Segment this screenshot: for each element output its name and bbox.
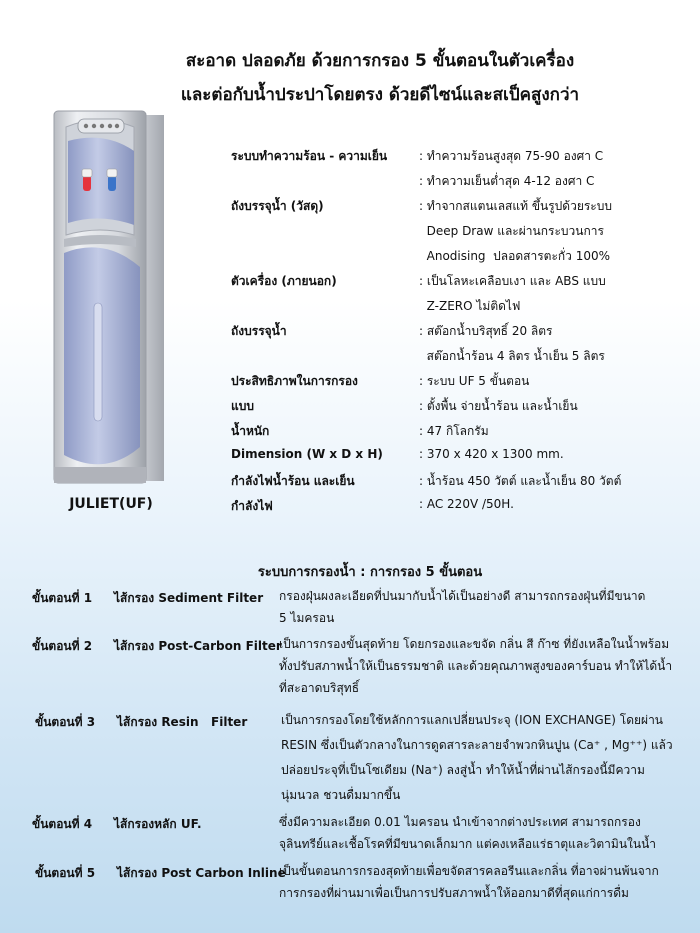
filter-step-description: ที่สะอาดบริสุทธิ์ <box>279 681 360 695</box>
filter-step-name: ไส้กรอง Post Carbon Inline <box>117 866 286 880</box>
spec-value: : 47 กิโลกรัม <box>419 424 489 438</box>
spec-value: Deep Draw และผ่านกระบวนการ <box>419 224 604 238</box>
filter-step-description: ซึ่งมีความละเอียด 0.01 ไมครอน นำเข้าจากต่างประเทศ สามารถกรอง <box>279 815 641 829</box>
water-dispenser-image <box>50 107 168 487</box>
spec-label: กำลังไฟ <box>231 499 273 513</box>
filter-step-label: ขั้นตอนที่ 1 <box>32 591 93 605</box>
filter-section-title: ระบบการกรองน้ำ : การกรอง 5 ขั้นตอน <box>257 565 483 580</box>
headline-line-1: สะอาด ปลอดภัย ด้วยการกรอง 5 ขั้นตอนในตัวเครื่อง <box>185 51 575 71</box>
filter-step-name: ไส้กรองหลัก UF. <box>114 817 202 831</box>
blue-panel <box>68 138 134 225</box>
filter-step-description: นุ่มนวล ชวนดื่มมากขึ้น <box>281 788 401 802</box>
spec-value: : ตั้งพื้น จ่ายน้ำร้อน และน้ำเย็น <box>419 399 578 413</box>
spec-value: : ทำความเย็นต่ำสุด 4-12 องศา C <box>419 174 595 188</box>
spec-label: แบบ <box>231 399 254 413</box>
spec-value: : 370 x 420 x 1300 mm. <box>419 447 564 461</box>
spec-label: น้ำหนัก <box>231 424 270 438</box>
spec-label: ถังบรรจุน้ำ (วัสดุ) <box>231 199 324 213</box>
filter-step-description: 5 ไมครอน <box>279 611 335 625</box>
panel-handle <box>94 303 102 421</box>
filter-step-label: ขั้นตอนที่ 4 <box>32 817 93 831</box>
filter-step-description: RESIN ซึ่งเป็นตัวกลางในการดูดสารละลายจำพวกหินปูน (Ca⁺ , Mg⁺⁺) แล้ว <box>281 738 673 752</box>
filter-step-label: ขั้นตอนที่ 2 <box>32 639 93 653</box>
spec-value: : สต๊อกน้ำบริสุทธิ์ 20 ลิตร <box>419 324 553 338</box>
cold-tap <box>108 175 116 191</box>
filter-step-name: ไส้กรอง Post-Carbon Filter <box>114 639 282 653</box>
filter-step-description: ทั้งปรับสภาพน้ำให้เป็นธรรมชาติ และด้วยคุณภาพสูงของคาร์บอน ทำให้ได้น้ำ <box>279 659 673 673</box>
filter-step-description: จุลินทรีย์และเชื้อโรคที่มีขนาดเล็กมาก แต่คงเหลือแร่ธาตุและวิตามินในน้ำ <box>279 837 657 851</box>
hot-tap <box>83 175 91 191</box>
filter-step-label: ขั้นตอนที่ 3 <box>35 715 96 729</box>
spec-value: Z-ZERO ไม่ติดไฟ <box>419 299 521 313</box>
filter-step-label: ขั้นตอนที่ 5 <box>35 866 96 880</box>
product-model-name: JULIET(UF) <box>69 496 153 512</box>
filter-step-description: เป็นขั้นตอนการกรองสุดท้ายเพื่อขจัดสารคลอรีนและกลิ่น ที่อาจผ่านพ้นจาก <box>279 864 659 878</box>
spec-label: ประสิทธิภาพในการกรอง <box>231 374 358 388</box>
filter-step-description: การกรองที่ผ่านมาเพื่อเป็นการปรับสภาพน้ำให้ออกมาดีที่สุดแก่การดื่ม <box>279 886 629 900</box>
spec-value: : ทำความร้อนสูงสุด 75-90 องศา C <box>419 149 604 163</box>
spec-value: : เป็นโลหะเคลือบเงา และ ABS แบบ <box>419 274 606 288</box>
spec-label: ระบบทำความร้อน - ความเย็น <box>231 149 388 163</box>
filter-step-description: ปล่อยประจุที่เป็นโซเดียม (Na⁺) ลงสู่น้ำ ทำให้น้ำที่ผ่านไส้กรองนี้มีความ <box>281 763 645 777</box>
filter-step-description: เป็นการกรองโดยใช้หลักการแลกเปลี่ยนประจุ (ION EXCHANGE) โดยผ่าน <box>281 713 664 727</box>
spec-label: Dimension (W x D x H) <box>231 447 383 461</box>
spec-value: : ทำจากสแตนเลสแท้ ขึ้นรูปด้วยระบบ <box>419 199 612 213</box>
spec-value: : AC 220V /50H. <box>419 497 514 511</box>
filter-step-description: กรองฝุ่นผงละเอียดที่ปนมากับน้ำได้เป็นอย่างดี สามารถกรองฝุ่นที่มีขนาด <box>279 589 646 603</box>
filter-step-name: ไส้กรอง Sediment Filter <box>114 591 264 605</box>
spec-value: สต๊อกน้ำร้อน 4 ลิตร น้ำเย็น 5 ลิตร <box>419 349 605 363</box>
spec-value: : น้ำร้อน 450 วัตต์ และน้ำเย็น 80 วัตต์ <box>419 474 622 488</box>
filter-step-description: เป็นการกรองขั้นสุดท้าย โดยกรองและขจัด กลิ่น สี ก๊าซ ที่ยังเหลือในน้ำพร้อม <box>279 637 670 651</box>
spec-value: Anodising ปลอดสารตะกั่ว 100% <box>419 249 611 263</box>
spec-label: กำลังไฟน้ำร้อน และเย็น <box>231 474 355 488</box>
spec-label: ถังบรรจุน้ำ <box>231 324 287 338</box>
headline-line-2: และต่อกับน้ำประปาโดยตรง ด้วยดีไซน์และสเป็คสูงกว่า <box>180 85 580 105</box>
spec-label: ตัวเครื่อง (ภายนอก) <box>231 274 337 288</box>
filter-step-name: ไส้กรอง Resin Filter <box>117 715 248 729</box>
spec-value: : ระบบ UF 5 ขั้นตอน <box>419 374 530 388</box>
